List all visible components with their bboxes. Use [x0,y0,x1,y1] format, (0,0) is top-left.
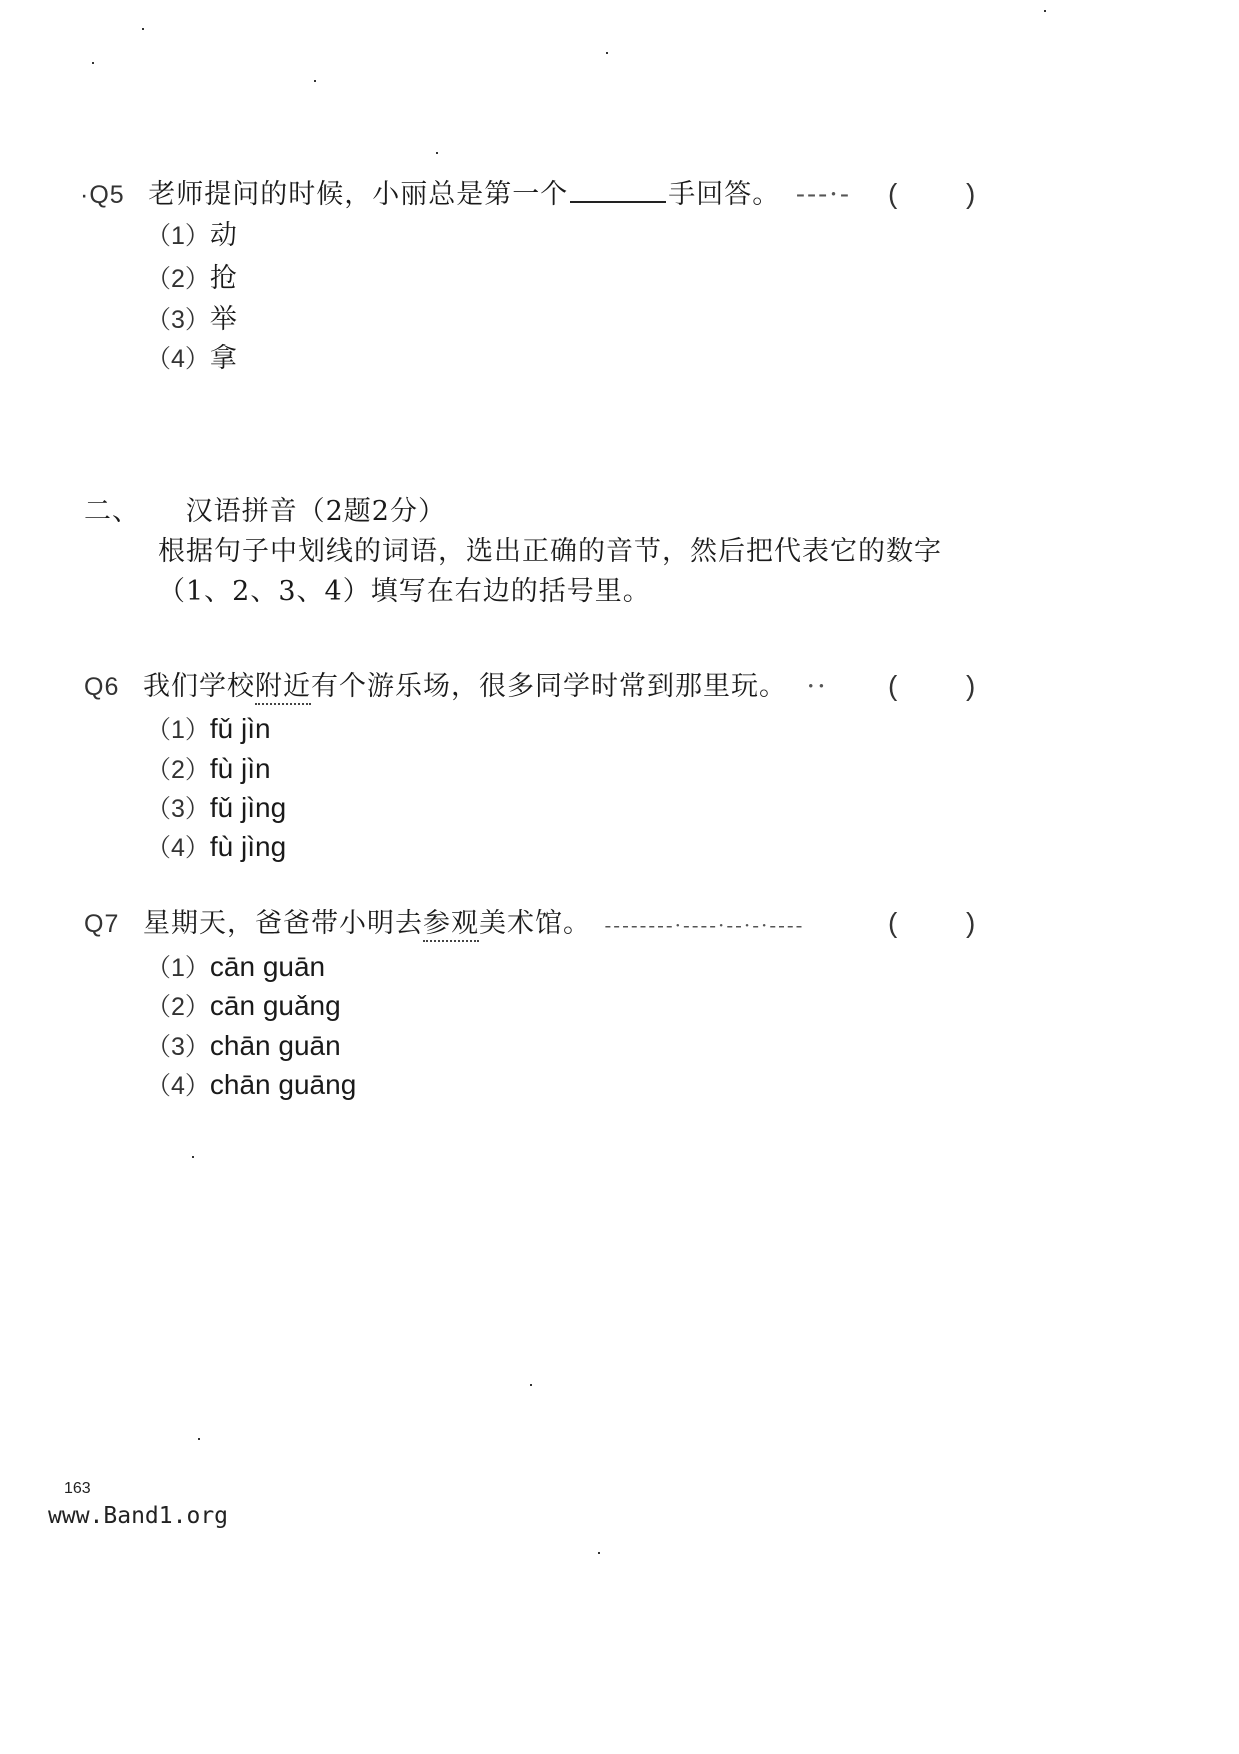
option-text: fù jìng [209,831,287,862]
leader-dash: ·· [806,671,828,702]
option-number: （3） [146,1033,210,1061]
option-item [146,1029,341,1064]
option-text: cān guǎng [209,990,341,1021]
question-text: 星期天，爸爸带小明去 [142,908,423,939]
option-text: 抢 [209,263,237,294]
option-number: （2） [146,756,210,784]
section-instruction-line-1: 根据句子中划线的词语，选出正确的音节，然后把代表它的数字 [158,536,942,567]
question-text-end: 美术馆。 [478,908,591,939]
answer-paren-close: ) [966,670,976,701]
option-item [146,989,341,1024]
question-q6 [84,670,828,704]
question-text: 老师提问的时候，小丽总是第一个 [148,179,569,210]
option-number: （3） [146,795,210,823]
option-item [146,791,286,826]
option-item [146,262,237,296]
scan-speck [314,80,316,82]
answer-paren-close: ) [966,907,976,938]
scan-speck [436,152,438,154]
answer-blank [570,177,666,203]
scan-speck [598,1552,600,1554]
option-text: 动 [209,220,237,251]
option-number: （1） [146,222,210,250]
option-number: （1） [146,716,210,744]
section-number: 二、 [84,496,140,527]
option-item [146,830,286,865]
option-number: （4） [146,834,210,862]
option-text: fù jìn [209,753,271,784]
scan-speck [198,1438,200,1440]
question-number: Q7 [84,910,120,938]
answer-paren-close: ) [966,178,976,209]
page-number: 163 [64,1480,91,1497]
scan-speck [142,28,144,30]
scan-speck [606,52,608,54]
option-text: 拿 [209,343,237,374]
question-q5 [80,177,851,212]
option-item [146,219,237,253]
scan-speck [192,1156,194,1158]
option-number: （2） [146,265,210,293]
answer-paren-open: ( [888,178,898,209]
leader-dash: --------·----·--·-·---- [604,913,805,937]
option-number: （2） [146,993,210,1021]
option-number: （4） [146,345,210,373]
section-instruction-line-2: （1、2、3、4）填写在右边的括号里。 [158,576,651,607]
underlined-word: 参观 [423,908,479,942]
option-number: （3） [146,306,210,334]
option-text: fǔ jìn [209,713,271,744]
scan-speck [1044,10,1046,12]
option-text: chān guāng [209,1069,357,1100]
option-item [146,342,237,376]
question-text-end: 手回答。 [668,179,781,210]
question-q7 [84,907,804,942]
question-number: ·Q5 [80,181,125,209]
answer-paren-open: ( [888,670,898,701]
option-text: fǔ jìng [209,792,287,823]
section-heading [84,495,446,529]
question-text-end: 有个游乐场，很多同学时常到那里玩。 [310,671,787,702]
leader-dash: ---·- [795,179,851,210]
option-number: （1） [146,954,210,982]
option-text: cān guān [209,951,326,982]
underlined-word: 附近 [255,671,311,705]
question-text: 我们学校 [142,671,255,702]
option-item [146,1068,356,1103]
scan-speck [530,1384,532,1386]
answer-paren-open: ( [888,907,898,938]
option-item [146,303,237,337]
section-title: 汉语拼音（2题2分） [185,496,446,527]
option-number: （4） [146,1072,210,1100]
scan-speck [92,62,94,64]
footer-url: www.Band1.org [48,1503,229,1529]
option-item [146,712,271,747]
option-item [146,950,325,985]
option-text: chān guān [209,1030,341,1061]
option-text: 举 [209,304,237,335]
question-number: Q6 [84,673,120,701]
option-item [146,752,271,787]
